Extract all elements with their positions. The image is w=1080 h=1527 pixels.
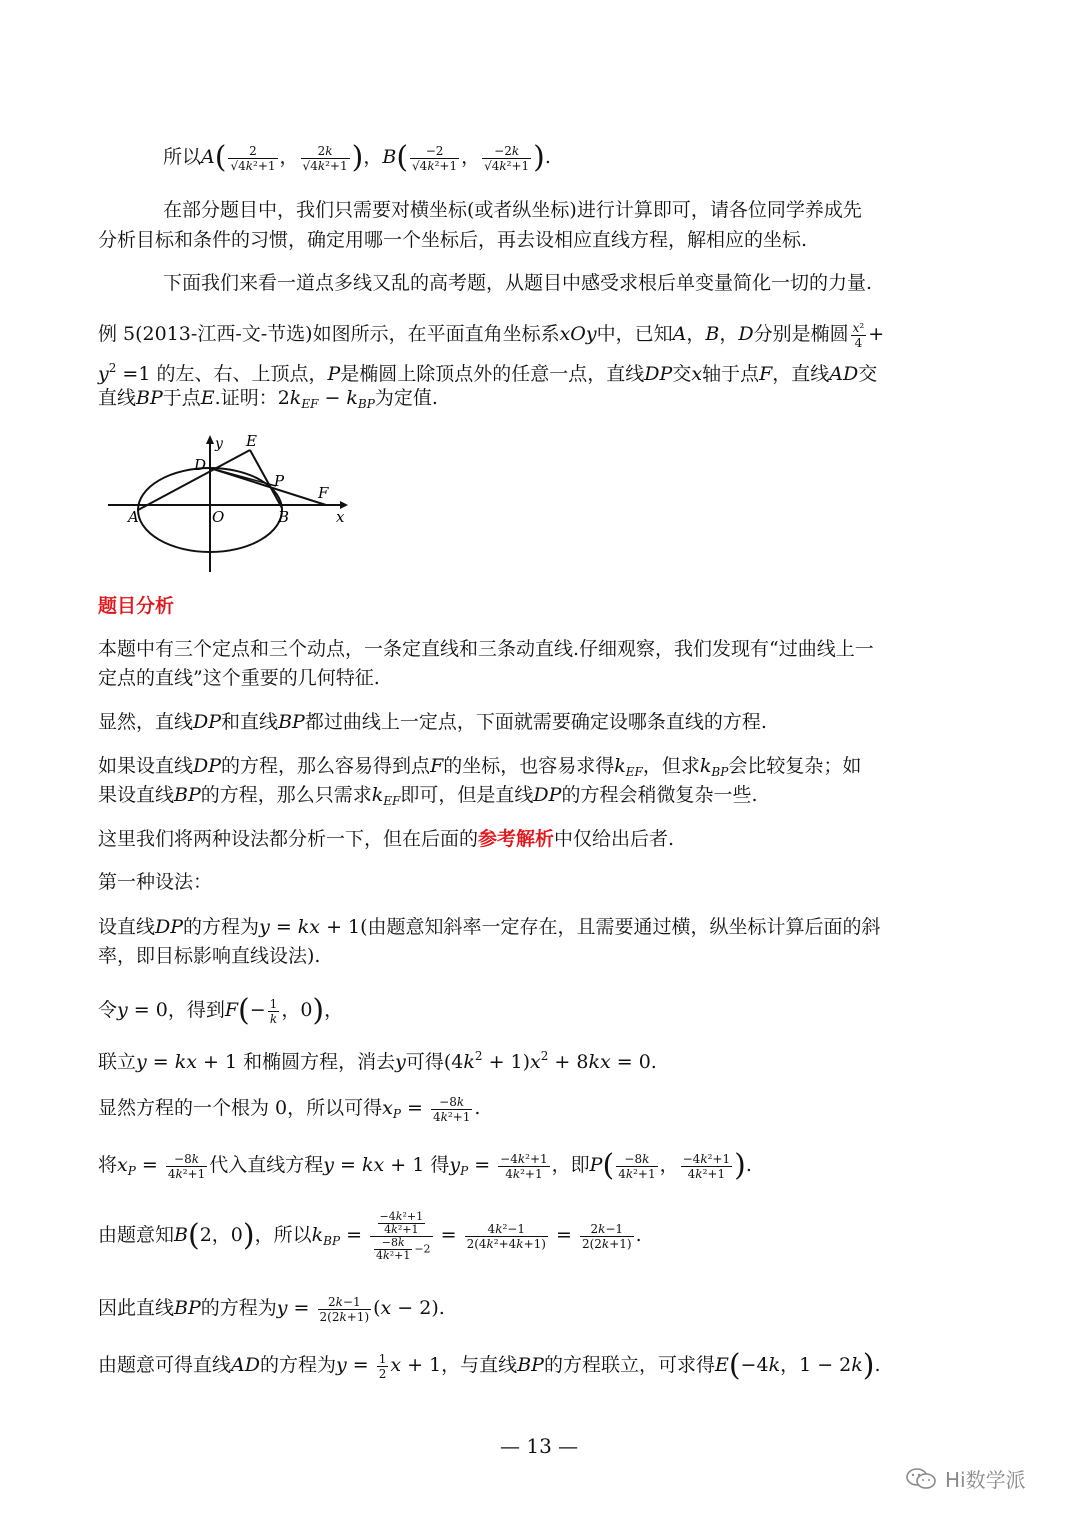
label-F: F <box>318 484 329 502</box>
reference-solution-label: 参考解析 <box>478 828 555 850</box>
analysis-4: 这里我们将两种设法都分析一下，但在后面的参考解析中仅给出后者. <box>98 828 675 850</box>
line-DP <box>210 468 276 486</box>
label-D: D <box>194 456 207 474</box>
ellipse-figure <box>100 430 360 580</box>
section-heading: 题目分析 <box>98 595 175 617</box>
watermark-text: Hi数学派 <box>945 1468 1026 1492</box>
analysis-3a: 如果设直线DP的方程，那么容易得到点F的坐标，也容易求得$k_{EF}$，但求$k_{BP}$会比较复杂；如 <box>98 755 862 779</box>
eq-line-7: 由题意可得直线AD的方程为y = $\frac{1}{2}$ x + 1，与直线BP的方程联立，可求得E(−4k，1 − 2k). <box>98 1348 881 1383</box>
analysis-5: 第一种设法： <box>98 871 213 893</box>
label-A: A <box>128 508 139 526</box>
page-number: — 13 — <box>500 1434 579 1458</box>
watermark <box>905 1464 1026 1493</box>
paragraph-2b: 分析目标和条件的习惯，确定用哪一个坐标后，再去设相应直线方程，解相应的坐标. <box>98 229 808 251</box>
paragraph-3: 下面我们来看一道点多线又乱的高考题，从题目中感受求根后单变量简化一切的力量. <box>163 272 873 294</box>
example-line-3: 直线BP于点E.证明：$2k_{EF} - k_{BP}$为定值. <box>98 387 438 411</box>
y-axis-arrow <box>206 435 214 444</box>
eq-line-2: 联立y = kx + 1 和椭圆方程，消去y可得$(4k^2 + 1)x^2 + 8kx = 0$. <box>98 1049 657 1073</box>
paragraph-2a: 在部分题目中，我们只需要对横坐标(或者纵坐标)进行计算即可，请各位同学养成先 <box>163 199 862 221</box>
analysis-6b: 率，即目标影响直线设法). <box>98 945 321 967</box>
text-so: 所以 <box>163 146 202 168</box>
eq-line-6: 因此直线BP的方程为y = $\frac{2k-1}{2(2k+1)}$ (x − 2). <box>98 1294 445 1324</box>
label-O: O <box>212 508 225 526</box>
example-line-2: $y^2 =1$ 的左、右、上顶点，P是椭圆上除顶点外的任意一点，直线DP交x轴于点F，直线AD交 <box>98 361 878 385</box>
eq-line-5: 由题意知B(2，0)，所以$k_{BP}$ = $\frac{\text{−4k²+1}}{\text{4k²+1}}$ $\frac{-8k}{\text{4k²+1}}$ −2 = $\frac{\text{4k²−1}}{\text{2(4k²+4k+1)}}$ = $\frac{2k-1}{2(2k+1)}$ . <box>98 1209 642 1262</box>
eq-line-4: 将$x_P$ = $\frac{-8k}{\text{4k²+1}}$ 代入直线方程y = kx + 1 得$y_P$ = $\frac{\text{−4k²+1}}{\text{4k²+1}}$ ，即P( $\frac{-8k}{\text{4k²+1}}$ ， $\frac{\text{−4k²+1}}{\text{4k²+1}}$ ). <box>98 1148 752 1183</box>
analysis-3b: 果设直线BP的方程，那么只需求$k_{EF}$即可，但是直线DP的方程会稍微复杂一些. <box>98 784 758 808</box>
label-B: B <box>278 508 290 526</box>
label-E: E <box>246 432 257 450</box>
label-P: P <box>274 472 285 490</box>
analysis-1a: 本题中有三个定点和三个动点，一条定直线和三条动直线.仔细观察，我们发现有“过曲线上一 <box>98 638 874 660</box>
label-x: x <box>336 508 345 526</box>
eq-line-1: 令y = 0，得到F(− $\frac{1}{k}$ ，0)， <box>98 993 344 1028</box>
eq-line-3: 显然方程的一个根为 0，所以可得$x_P$ = $\frac{-8k}{\text{4k²+1}}$ . <box>98 1094 481 1124</box>
label-y: y <box>215 436 223 452</box>
analysis-1b: 定点的直线”这个重要的几何特征. <box>98 667 380 689</box>
coordinates-line: 所以A( $\frac{2}{\text{√4k²+1}}$ ， $\frac{2k}{\text{√4k²+1}}$ )，B( $\frac{-2}{\text{√4k²+1}}$ ， $\frac{-2k}{\text{√4k²+1}}$ ). <box>163 140 551 175</box>
analysis-2: 显然，直线DP和直线BP都过曲线上一定点，下面就需要确定设哪条直线的方程. <box>98 711 767 733</box>
wechat-icon <box>905 1466 937 1492</box>
line-DF <box>210 468 326 505</box>
analysis-6a: 设直线DP的方程为y = kx + 1(由题意知斜率一定存在，且需要通过横，纵坐标计算后面的斜 <box>98 916 881 938</box>
example-line-1: 例 5(2013-江西-文-节选)如图所示，在平面直角坐标系xOy中，已知A，B，D分别是椭圆 $\frac{\text{x²}}{4}$ + <box>98 320 885 350</box>
